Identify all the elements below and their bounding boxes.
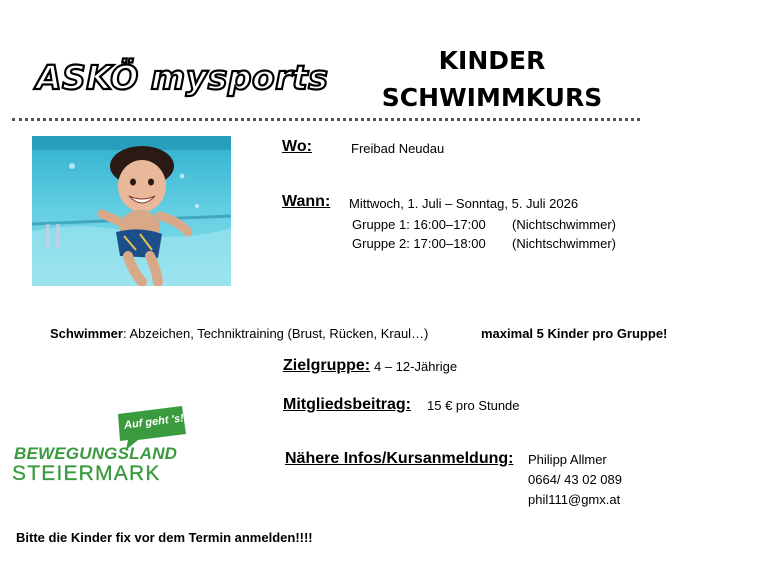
page-title: [372, 42, 612, 116]
contact-email: phil111@gmx.at: [528, 492, 621, 507]
group-2-time: Gruppe 2: 17:00–18:00: [352, 236, 486, 251]
fee-label: Mitgliedsbeitrag:: [283, 396, 412, 413]
group-2-level: (Nichtschwimmer): [512, 236, 616, 251]
sponsor-line-2: STEIERMARK: [12, 462, 161, 485]
contact-label: Nähere Infos/Kursanmeldung:: [285, 450, 514, 467]
asko-mysports-logo: ASKÖ mysports: [36, 58, 329, 97]
bewegungsland-steiermark-logo: [10, 404, 190, 490]
when-dates: Mittwoch, 1. Juli – Sonntag, 5. Juli 2026: [349, 196, 579, 211]
target-label: Zielgruppe:: [283, 357, 371, 374]
swimmer-info: [50, 326, 428, 341]
group-limit: maximal 5 Kinder pro Gruppe!: [481, 326, 668, 341]
where-label: Wo:: [282, 138, 312, 155]
fee-value: 15 € pro Stunde: [427, 398, 520, 413]
swimming-child-photo: [32, 136, 231, 286]
group-1-time: Gruppe 1: 16:00–17:00: [352, 217, 486, 232]
sponsor-line-1: BEWEGUNGSLAND: [14, 444, 178, 463]
swimmer-label: Schwimmer: [50, 326, 123, 341]
swimmer-text: : Abzeichen, Techniktraining (Brust, Rücken, Kraul…): [122, 326, 429, 341]
target-value: 4 – 12-Jährige: [374, 359, 458, 374]
bubble-text: Auf geht 's!: [123, 412, 185, 432]
title-line-2: SCHWIMMKURS: [381, 83, 603, 112]
contact-name: Philipp Allmer: [528, 452, 607, 467]
contact-phone: 0664/ 43 02 089: [528, 472, 622, 487]
title-line-1: KINDER: [438, 46, 546, 75]
group-1-level: (Nichtschwimmer): [512, 217, 616, 232]
where-value: Freibad Neudau: [351, 141, 445, 156]
when-label: Wann:: [282, 193, 331, 210]
dotted-divider: [12, 118, 640, 121]
footer-note: Bitte die Kinder fix vor dem Termin anmelden!!!!: [16, 530, 313, 545]
